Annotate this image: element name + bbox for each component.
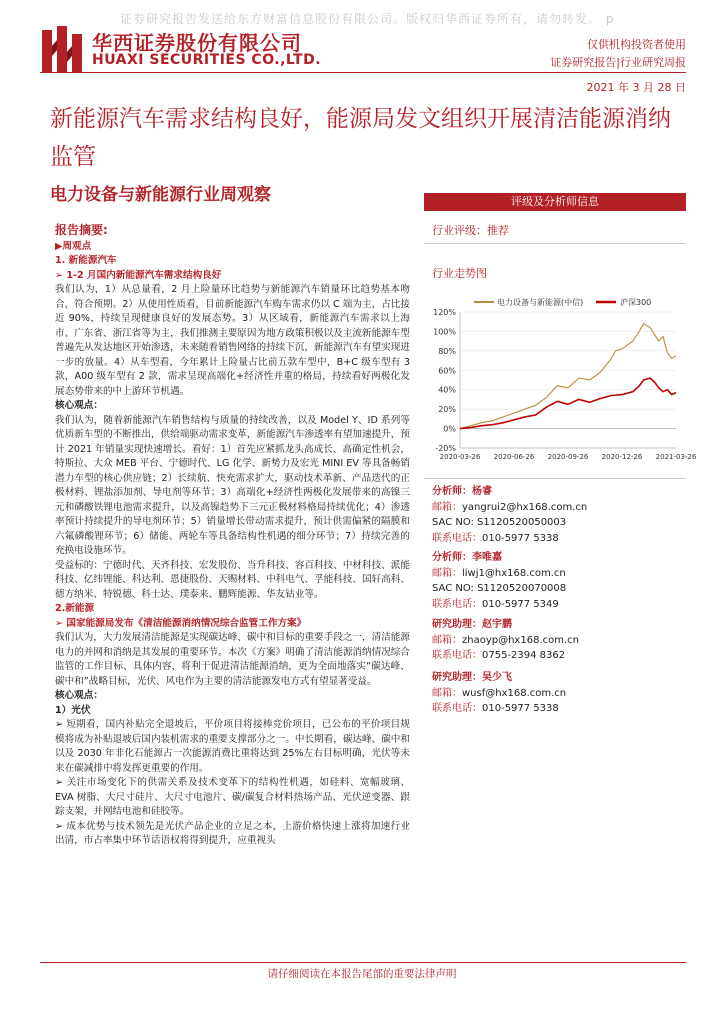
legend-label-csi300: 沪深300 xyxy=(620,298,652,307)
y-tick-label: -20% xyxy=(435,444,456,453)
analyst-email[interactable]: wusf@hx168.com.cn xyxy=(462,687,567,699)
email-label: 邮箱： xyxy=(432,501,462,513)
paragraph: 我们认为，大力发展清洁能源是实现碳达峰、碳中和目标的重要手段之一，清洁能源电力的并网和消纳是其发展的重要环节。本次《方案》明确了清洁能源消纳情况综合监管的工作目标、具体内容，将利于促进清洁能源消纳，更为全面地落实“碳达峰、碳中和”战略目标，光伏、风电作为主要的清洁能源发电方式有望显著受益。 xyxy=(55,632,410,687)
report-type-tag: 证券研究报告|行业研究周报 xyxy=(550,56,686,69)
section-label: ▶周观点 xyxy=(55,240,92,252)
subsection-heading: ➢ 国家能源局发布《清洁能源消纳情况综合监管工作方案》 xyxy=(55,617,307,629)
analyst-phone: 010-5977 5338 xyxy=(482,532,559,544)
analyst-name: 李唯嘉 xyxy=(472,552,502,563)
bullet-paragraph: ➢ 关注市场变化下的供需关系及技术变革下的结构性机遇，如硅料、宽幅玻璃、EVA 树脂、大尺寸硅片、大尺寸电池片、碳/碳复合材料热场产品、光伏逆变器、跟踪支架，并网结电池和硅胶等。 xyxy=(55,777,410,817)
section-heading: 2.新能源 xyxy=(55,603,95,614)
report-subtitle: 电力设备与新能源行业周观察 xyxy=(50,185,271,205)
email-label: 邮箱： xyxy=(432,634,462,646)
core-view-label: 核心观点： xyxy=(55,690,103,701)
analyst-name: 赵宇鹏 xyxy=(482,619,512,630)
huaxi-logo-icon xyxy=(42,26,82,72)
rating-value: 推荐 xyxy=(487,224,509,237)
y-tick-label: 80% xyxy=(438,346,456,356)
report-title: 新能源汽车需求结构良好，能源局发文组织开展清洁能源消纳监管 xyxy=(50,106,671,170)
bullet-paragraph: ➢ 成本优势与技术领先是光伏产品企业的立足之本，上游价格快速上涨将加速行业出清，市占率集中环节话语权将得到提升，应重视头 xyxy=(55,820,410,846)
rating-label: 行业评级： xyxy=(432,224,487,237)
email-label: 邮箱： xyxy=(432,567,462,579)
beneficiaries: 受益标的：宁德时代、天齐科技、宏发股份、当升科技、容百科技、中材科技、派能科技、亿纬锂能、科达利、恩捷股份、天赐材料、中科电气、孚能科技、国轩高科、德方纳米、特锐德、科士达、璞泰来、鹏辉能源、华友钴业等。 xyxy=(55,559,410,600)
analyst-card xyxy=(432,617,682,664)
series-line-sector xyxy=(460,324,676,429)
analyst-role: 研究助理： xyxy=(432,619,482,630)
header-divider xyxy=(40,72,686,73)
analyst-phone: 010-5977 5338 xyxy=(482,703,559,714)
industry-rating xyxy=(432,222,509,238)
paragraph: 我们认为，随着新能源汽车销售结构与质量的持续改善，以及 Model Y、ID 系列等优质新车型的不断推出，供给端驱动需求变革，新能源汽车渗透率有望加速提升，预计 2021 年销量实现快速增长。看好：1）首先应紧抓龙头高成长、高确定性机会，特斯拉、大众 MEB 平台、宁德时代、LG 化学、新势力及宏光 MINI EV 等具备畅销潜力车型的核心供应链；2）长续航、快充需求扩大，驱动技术革新、产品迭代的正极材料、锂盐添加剂、导电剂等环节；3）高端化+经济性两极化发展带来的高镍三元和磷酸铁锂电池需求提升，以及高镍趋势下三元正极材料格局持续优化；4）渗透率预计持续提升的导电剂环节；5）销量增长带动需求提升，预计供需偏紧的隔膜和六氟磷酸锂环节；6）储能、两轮车等具备结构性机遇的细分环节；7）持续完善的充换电设施环节。 xyxy=(55,414,410,556)
trend-chart-label: 行业走势图 xyxy=(432,267,487,280)
summary-heading: 报告摘要: xyxy=(55,223,108,237)
y-tick-label: 0% xyxy=(443,424,456,434)
y-tick-label: 40% xyxy=(438,385,456,395)
x-tick-label: 2020-06-26 xyxy=(493,453,535,461)
footer-divider xyxy=(40,962,686,963)
subsection-heading: ➢ 1-2 月国内新能源汽车需求结构良好 xyxy=(55,269,222,281)
legend-label-sector: 电力设备与新能源(中信) xyxy=(497,298,584,307)
x-tick-label: 2020-12-26 xyxy=(601,453,643,461)
phone-label: 联系电话： xyxy=(432,532,482,544)
analyst-name: 杨睿 xyxy=(472,486,492,497)
analyst-card xyxy=(432,670,682,717)
report-summary xyxy=(55,223,410,849)
analyst-sac: SAC NO: S1120520070008 xyxy=(432,583,567,594)
analyst-phone: 0755-2394 8362 xyxy=(482,650,566,661)
bullet-paragraph: ➢ 短期看，国内补贴完全退坡后，平价项目将接棒竞价项目，已公布的平价项目规模将成为补贴退坡后国内装机需求的重要支撑部分之一。中长期看，碳达峰、碳中和以及 2030 年非化石能源占一次能源消费比重将达到 25%左右目标明确，光伏等未来在碳减排中将发挥更重要的作用。 xyxy=(55,719,410,774)
phone-label: 联系电话： xyxy=(432,703,482,714)
analyst-sac: SAC NO: S1120520050003 xyxy=(432,517,567,528)
core-view-label: 核心观点： xyxy=(55,400,103,411)
sidebar-divider xyxy=(424,243,686,244)
analyst-phone: 010-5977 5349 xyxy=(482,598,559,610)
y-tick-label: 100% xyxy=(433,327,456,337)
y-tick-label: 60% xyxy=(438,366,456,376)
trend-chart xyxy=(424,290,697,465)
x-tick-label: 2021-03-26 xyxy=(655,453,697,461)
phone-label: 联系电话： xyxy=(432,650,482,661)
audience-tag: 仅供机构投资者使用 xyxy=(587,38,686,51)
paragraph: 我们认为，1）从总量看，2 月上险量环比趋势与新能源汽车销量环比趋势基本吻合，符合预期。2）从使用性质看，目前新能源汽车购车需求仍以 C 端为主，占比接近 90%，持续呈现健康良好的发展态势。3）从区域看，新能源汽车需求以上海市、广东省、浙江省等为主，我们推测主要原因为地方政策积极以及主流新能源车型普遍先从发达地区开始渗透，未来随着销售网络的持续下沉，新能源汽车有望实现进一步的放量。4）从车型看，今年累计上险量占比前五款车型中，B+C 级车型有 3 款，A00 级车型有 2 款，需求呈现高端化+经济性并重的格局，持续看好两极化发展态势带来的中上游环节机遇。 xyxy=(55,284,410,397)
sub-heading: 1）光伏 xyxy=(55,704,91,716)
analyst-email[interactable]: zhaoyp@hx168.com.cn xyxy=(462,634,579,646)
watermark: 证券研究报告发送给东方财富信息股份有限公司。版权归华西证券所有，请勿转发。 p xyxy=(120,12,615,26)
section-heading: 1. 新能源汽车 xyxy=(55,255,117,266)
brand-name-cn: 华西证券股份有限公司 xyxy=(92,31,302,55)
x-tick-label: 2020-09-26 xyxy=(547,453,589,461)
report-date: 2021 年 3 月 28 日 xyxy=(586,81,686,94)
y-tick-label: 20% xyxy=(438,405,456,415)
analyst-card xyxy=(432,484,682,546)
analyst-email[interactable]: yangrui2@hx168.com.cn xyxy=(462,501,588,513)
y-tick-label: 120% xyxy=(433,308,456,317)
legal-notice: 请仔细阅读在本报告尾部的重要法律声明 xyxy=(267,968,457,980)
analyst-email[interactable]: liwj1@hx168.com.cn xyxy=(462,567,566,579)
brand-name-en: HUAXI SECURITIES CO.,LTD. xyxy=(92,52,322,68)
analyst-card xyxy=(432,550,682,612)
analyst-name: 吴少飞 xyxy=(482,672,512,683)
phone-label: 联系电话： xyxy=(432,598,482,610)
sidebar-header: 评级及分析师信息 xyxy=(424,193,686,211)
x-tick-label: 2020-03-26 xyxy=(439,453,481,461)
analyst-role: 研究助理： xyxy=(432,672,482,683)
email-label: 邮箱： xyxy=(432,687,462,699)
sidebar-divider xyxy=(424,478,686,479)
analyst-role: 分析师： xyxy=(432,486,472,497)
analyst-role: 分析师： xyxy=(432,552,472,563)
